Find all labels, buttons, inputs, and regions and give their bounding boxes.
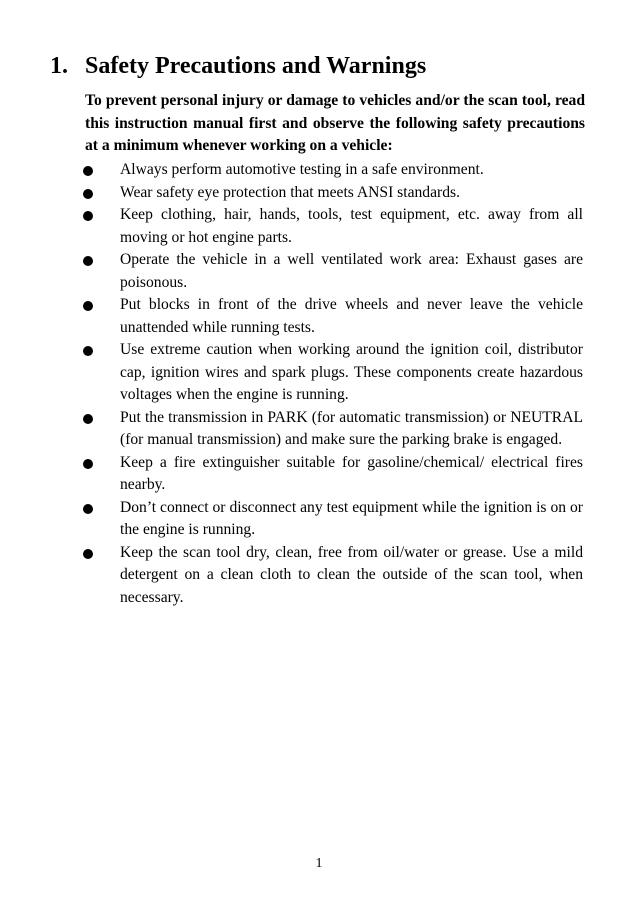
list-item-text: Wear safety eye protection that meets ANSI standards. <box>120 183 460 201</box>
bullet-icon <box>83 189 93 199</box>
bullet-icon <box>83 256 93 266</box>
list-item <box>0 249 583 294</box>
list-item-text: Use extreme caution when working around the ignition coil, distributor cap, ignition wires and spark plugs. These components create hazardous voltages when the engine is running. <box>120 341 583 403</box>
list-item-text: Keep a fire extinguisher suitable for gasoline/chemical/ electrical fires nearby. <box>120 453 583 493</box>
list-item-text: Keep the scan tool dry, clean, free from oil/water or grease. Use a mild detergent on a clean cloth to clean the outside of the scan tool, when necessary. <box>120 543 583 606</box>
bullet-icon <box>83 346 93 356</box>
list-item <box>0 452 583 497</box>
list-item-text: Always perform automotive testing in a safe environment. <box>120 161 484 178</box>
list-item <box>0 204 583 249</box>
bullet-icon <box>83 459 93 469</box>
section-heading <box>50 50 426 82</box>
page-number: 1 <box>315 856 323 871</box>
list-item <box>0 497 583 542</box>
list-item <box>0 159 583 182</box>
list-item-text: Operate the vehicle in a well ventilated work area: Exhaust gases are poisonous. <box>120 251 583 291</box>
bullet-icon <box>83 211 93 221</box>
list-item <box>0 542 583 610</box>
section-title: Safety Precautions and Warnings <box>85 53 427 79</box>
bullet-icon <box>83 414 93 424</box>
list-item-text: Put blocks in front of the drive wheels and never leave the vehicle unattended while running tests. <box>120 296 583 336</box>
list-item <box>0 339 583 407</box>
bullet-icon <box>83 549 93 559</box>
list-item <box>0 182 583 205</box>
precautions-list <box>0 159 638 609</box>
bullet-icon <box>83 166 93 176</box>
intro-paragraph: To prevent personal injury or damage to vehicles and/or the scan tool, read this instruction manual first and observe the following safety precautions at a minimum whenever working on a vehicle: <box>85 92 585 154</box>
list-item-text: Keep clothing, hair, hands, tools, test equipment, etc. away from all moving or hot engine parts. <box>120 206 583 246</box>
list-item-text: Put the transmission in PARK (for automatic transmission) or NEUTRAL (for manual transmission) and make sure the parking brake is engaged. <box>120 408 583 448</box>
list-item-text: Don’t connect or disconnect any test equipment while the ignition is on or the engine is running. <box>120 498 583 538</box>
section-number: 1. <box>50 53 68 79</box>
list-item <box>0 407 583 452</box>
bullet-icon <box>83 504 93 514</box>
list-item <box>0 294 583 339</box>
bullet-icon <box>83 301 93 311</box>
